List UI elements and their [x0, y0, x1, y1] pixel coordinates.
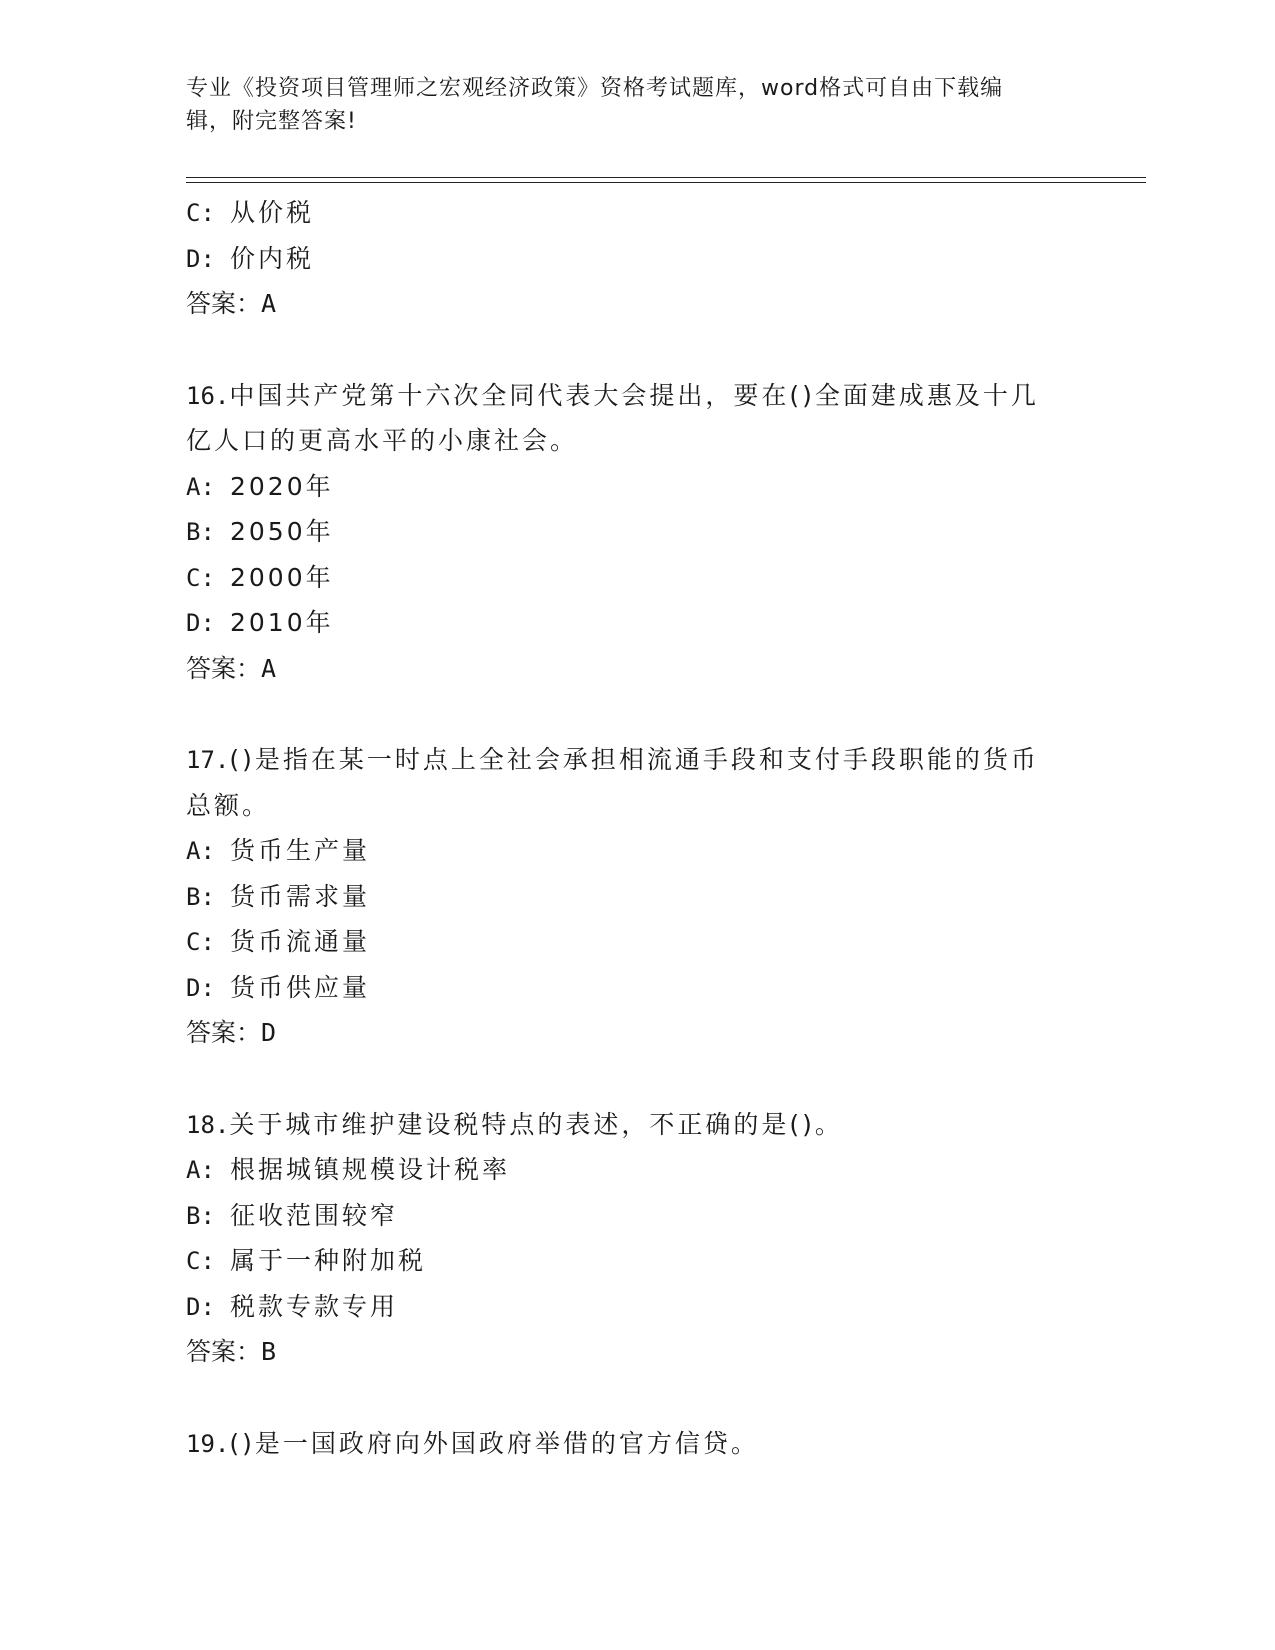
option-letter: D:	[186, 973, 215, 1002]
option-line	[186, 600, 1086, 646]
option-line	[186, 1284, 1086, 1330]
answer-value: B	[261, 1337, 277, 1366]
option-text: 征收范围较窄	[230, 1200, 399, 1230]
option-letter: C:	[186, 1247, 215, 1275]
answer-label: 答案：	[186, 289, 262, 318]
option-line	[186, 555, 1086, 601]
question-line	[186, 783, 1086, 829]
option-text: 2010年	[230, 608, 334, 637]
option-line	[186, 509, 1086, 555]
option-text: 货币生产量	[230, 836, 371, 865]
header-title-line1: 专业《投资项目管理师之宏观经济政策》资格考试题库，word格式可自由下载编	[186, 76, 1004, 101]
option-letter: B:	[186, 1201, 215, 1230]
option-line	[186, 190, 1086, 236]
header-divider-bottom	[186, 182, 1146, 183]
option-line	[186, 464, 1086, 510]
question-number: 19.	[186, 1429, 230, 1458]
answer-line	[186, 281, 1086, 327]
question-text: ()是一国政府向外国政府举借的官方信贷。	[229, 1428, 759, 1458]
spacer	[186, 691, 1086, 737]
question-line	[186, 737, 1086, 783]
option-line	[186, 1147, 1086, 1193]
answer-value: A	[261, 653, 277, 683]
option-line	[186, 1193, 1086, 1239]
header-title-line2: 辑，附完整答案!	[186, 109, 357, 134]
answer-label: 答案：	[186, 1018, 262, 1047]
option-letter: B:	[186, 882, 215, 911]
answer-value: A	[261, 289, 277, 318]
question-text: ()是指在某一时点上全社会承担相流通手段和支付手段职能的货币	[229, 745, 1039, 774]
option-text: 2020年	[230, 471, 334, 501]
answer-label: 答案：	[186, 1337, 262, 1366]
option-letter: A:	[186, 1156, 215, 1184]
question-line	[186, 373, 1086, 419]
option-text: 价内税	[230, 243, 315, 273]
option-text: 从价税	[230, 198, 315, 227]
option-text: 货币流通量	[230, 927, 371, 956]
question-text: 中国共产党第十六次全同代表大会提出，要在()全面建成惠及十几	[229, 380, 1039, 410]
answer-value: D	[261, 1018, 277, 1047]
option-text: 2050年	[230, 517, 334, 546]
option-text: 税款专款专用	[230, 1291, 399, 1321]
question-text: 关于城市维护建设税特点的表述，不正确的是()。	[229, 1109, 843, 1139]
option-text: 货币需求量	[230, 881, 371, 911]
spacer	[186, 327, 1086, 373]
option-letter: C:	[186, 563, 215, 592]
option-letter: A:	[186, 837, 215, 865]
page-header	[186, 72, 1066, 138]
option-line	[186, 236, 1086, 282]
answer-label: 答案：	[186, 653, 262, 683]
option-line	[186, 874, 1086, 920]
question-line	[186, 418, 1086, 464]
answer-line	[186, 646, 1086, 692]
question-number: 16.	[186, 381, 230, 410]
question-line	[186, 1102, 1086, 1148]
option-line	[186, 965, 1086, 1011]
option-text: 货币供应量	[230, 972, 371, 1002]
option-letter: B:	[186, 518, 215, 546]
option-line	[186, 1238, 1086, 1284]
answer-line	[186, 1010, 1086, 1056]
answer-line	[186, 1329, 1086, 1375]
option-letter: D:	[186, 1292, 215, 1321]
document-body	[186, 190, 1086, 1466]
question-number: 17.	[186, 746, 230, 774]
option-letter: C:	[186, 199, 215, 227]
spacer	[186, 1056, 1086, 1102]
option-line	[186, 828, 1086, 874]
question-text-continued: 总额。	[186, 790, 271, 820]
question-text-continued: 亿人口的更高水平的小康社会。	[186, 426, 579, 455]
header-divider-top	[186, 177, 1146, 178]
option-text: 2000年	[230, 562, 334, 592]
question-line	[186, 1421, 1086, 1467]
option-text: 根据城镇规模设计税率	[230, 1155, 511, 1184]
option-text: 属于一种附加税	[230, 1246, 427, 1275]
option-line	[186, 919, 1086, 965]
question-number: 18.	[186, 1110, 230, 1139]
option-letter: C:	[186, 928, 215, 956]
option-letter: D:	[186, 244, 215, 273]
spacer	[186, 1375, 1086, 1421]
option-letter: A:	[186, 472, 215, 501]
option-letter: D:	[186, 609, 215, 637]
